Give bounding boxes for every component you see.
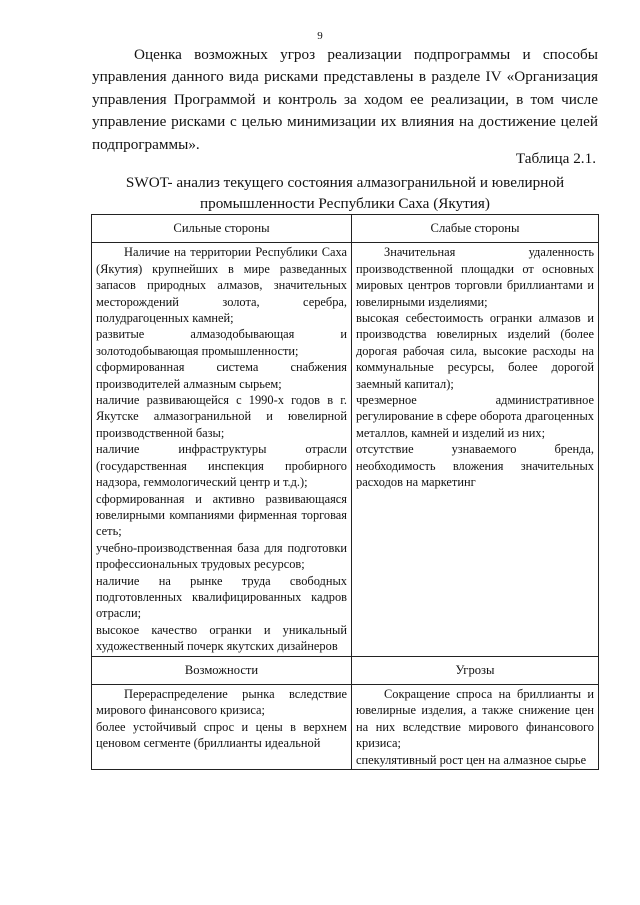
threat-item: спекулятивный рост цен на алмазное сырье bbox=[356, 752, 587, 767]
table-caption: SWOT- анализ текущего состояния алмазогранильной и ювелирной промышленности Республики Саха (Якутия) bbox=[125, 174, 565, 212]
swot-row-top bbox=[92, 243, 599, 656]
weaknesses-header: Слабые стороны bbox=[352, 215, 599, 243]
opportunity-item: Перераспределение рынка вследствие мирового финансового кризиса; bbox=[96, 686, 347, 718]
threats-cell bbox=[352, 684, 599, 769]
strength-item: наличие на рынке труда свободных подготовленных квалифицированных кадров отрасли; bbox=[96, 573, 347, 621]
strength-item: сформированная и активно развивающаяся ювелирными компаниями фирменная торговая сеть; bbox=[96, 491, 347, 539]
strength-item: высокое качество огранки и уникальный художественный почерк якутских дизайнеров bbox=[96, 622, 347, 654]
strengths-cell bbox=[92, 243, 352, 656]
strengths-header: Сильные стороны bbox=[92, 215, 352, 243]
threat-item: Сокращение спроса на бриллианты и ювелирные изделия, а также снижение цен на них вследствие мирового финансового кризиса; bbox=[356, 686, 594, 751]
intro-paragraph bbox=[92, 44, 598, 156]
swot-header-row-bottom bbox=[92, 656, 599, 684]
table-label: Таблица 2.1. bbox=[515, 150, 596, 167]
weaknesses-cell bbox=[352, 243, 599, 656]
strength-item: учебно-производственная база для подготовки профессиональных трудовых ресурсов; bbox=[96, 540, 347, 572]
opportunities-header: Возможности bbox=[92, 656, 352, 684]
strength-item: наличие инфраструктуры отрасли (государственная инспекция пробирного надзора, геммологический центр и т.д.); bbox=[96, 442, 347, 490]
opportunities-cell bbox=[92, 684, 352, 769]
weakness-item: высокая себестоимость огранки алмазов и производства ювелирных изделий (более дорогая рабочая сила, высокие расходы на коммунальные ресурсы, более дорогой заемный капитал); bbox=[356, 311, 594, 391]
weakness-item: отсутствие узнаваемого бренда, необходимость вложения значительных расходов на маркетинг bbox=[356, 442, 594, 490]
threats-header: Угрозы bbox=[352, 656, 599, 684]
swot-header-row-top bbox=[92, 215, 599, 243]
strength-item: наличие развивающейся с 1990-х годов в г. Якутске алмазогранильной и ювелирной производственной базы; bbox=[96, 393, 347, 440]
swot-row-bottom bbox=[92, 684, 599, 769]
strength-item: Наличие на территории Республики Саха (Якутия) крупнейших в мире разведанных запасов природных алмазов, значительных месторождений золота, серебра, полудрагоценных камней; bbox=[96, 245, 347, 326]
intro-text: Оценка возможных угроз реализации подпрограммы и способы управления данного вида рисками представлены в разделе IV «Организация управления Программой и контроль за ходом ее реализации, в том числе управление рисками с целью минимизации их влияния на достижение целей подпрограммы». bbox=[92, 46, 598, 153]
strength-item: развитые алмазодобывающая и золотодобывающая промышленности; bbox=[96, 327, 347, 358]
swot-table bbox=[91, 214, 599, 770]
strength-item: сформированная система снабжения производителей алмазным сырьем; bbox=[96, 360, 347, 391]
page-number: 9 bbox=[317, 30, 323, 42]
opportunity-item: более устойчивый спрос и цены в верхнем ценовом сегменте (бриллианты идеальной bbox=[96, 719, 347, 751]
weakness-item: Значительная удаленность производственной площадки от основных мировых центров торговли бриллиантами и ювелирными изделиями; bbox=[356, 245, 594, 309]
weakness-item: чрезмерное административное регулирование в сфере оборота драгоценных металлов, камней и изделий из них; bbox=[356, 393, 594, 440]
